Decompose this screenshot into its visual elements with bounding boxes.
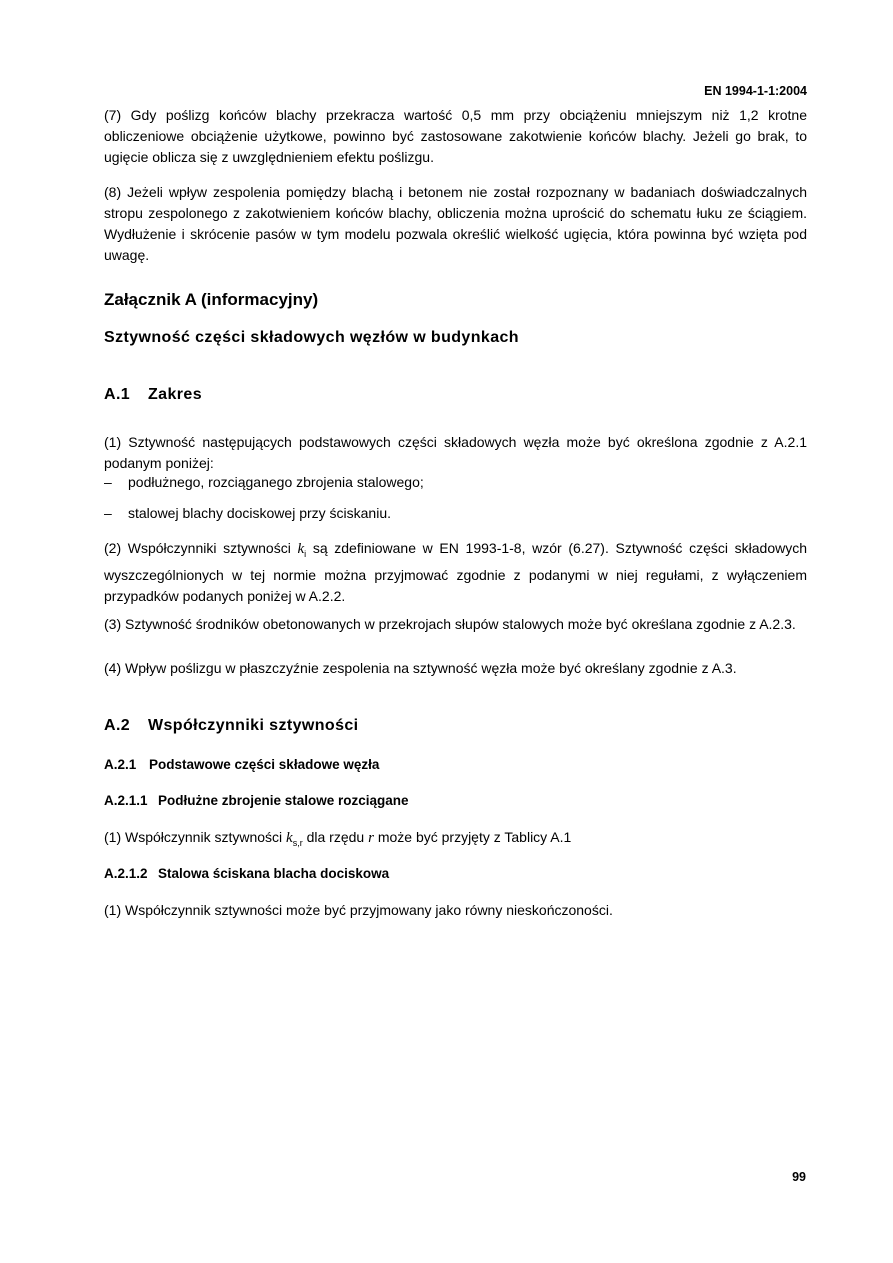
section-a21-heading: [104, 757, 807, 772]
bullet-dash: –: [104, 474, 112, 490]
list-item: [104, 472, 424, 493]
a212-paragraph-1: (1) Współczynnik sztywności może być przyjmowany jako równy nieskończoności.: [104, 902, 613, 918]
text: (1) Współczynnik sztywności: [104, 829, 287, 845]
section-title: Stalowa ściskana blacha dociskowa: [158, 866, 390, 881]
text: (2) Współczynniki sztywności: [104, 540, 298, 556]
page-number: 99: [792, 1170, 806, 1184]
section-a1-heading: [104, 386, 807, 404]
annex-title: Załącznik A (informacyjny): [104, 290, 319, 309]
text: dla rzędu: [302, 829, 369, 845]
symbol-k: k: [286, 830, 293, 846]
section-title: Współczynniki sztywności: [148, 717, 359, 734]
symbol-subscript: i: [304, 548, 307, 559]
a1-paragraph-2: [104, 538, 807, 607]
symbol-k: k: [297, 541, 305, 557]
section-number: A.2.1: [104, 757, 137, 772]
list-item-text: podłużnego, rozciąganego zbrojenia stalowego;: [128, 474, 424, 490]
section-number: A.2.1.2: [104, 866, 148, 881]
section-a2-heading: [104, 717, 807, 735]
section-a211-heading: [104, 793, 807, 808]
list-item: [104, 503, 391, 524]
section-title: Podłużne zbrojenie stalowe rozciągane: [158, 793, 409, 808]
section-title: Zakres: [148, 386, 202, 403]
a1-paragraph-1: (1) Sztywność następujących podstawowych części składowych węzła może być określona zgodnie z A.2.1 podanym poniżej:: [104, 434, 807, 471]
section-number: A.2.1.1: [104, 793, 148, 808]
paragraph-7: (7) Gdy poślizg końców blachy przekracza wartość 0,5 mm przy obciążeniu mniejszym niż 1,2 krotne obliczeniowe obciążenie użytkowe, powinno być zastosowane zakotwienie końców blachy. Jeżeli go brak, to ugięcie oblicza się z uwzględnieniem efektu poślizgu.: [104, 107, 807, 165]
section-number: A.1: [104, 386, 131, 403]
symbol-subscript: s,r: [292, 837, 303, 848]
a1-paragraph-3: (3) Sztywność środników obetonowanych w przekrojach słupów stalowych może być określana zgodnie z A.2.3.: [104, 616, 796, 632]
paragraph-8: (8) Jeżeli wpływ zespolenia pomiędzy blachą i betonem nie został rozpoznany w badaniach doświadczalnych stropu zespolonego z zakotwieniem końców blachy, obliczenia można uprościć do schematu łuku ze ściągiem. Wydłużenie i skrócenie pasów w tym modelu pozwala określić wielkość ugięcia, która powinna być wzięta pod uwagę.: [104, 184, 807, 263]
annex-subtitle: Sztywność części składowych węzłów w budynkach: [104, 329, 519, 346]
section-title: Podstawowe części składowe węzła: [149, 757, 380, 772]
section-a212-heading: [104, 866, 807, 881]
text: są zdefiniowane w EN 1993-1-8, wzór (6.27). Sztywność części składowych wyszczególnionych w tej normie można przyjmować zgodnie z podanymi w niej regułami, z wyłączeniem przypadków podanych poniżej w A.2.2.: [104, 540, 807, 604]
section-number: A.2: [104, 717, 131, 734]
a1-paragraph-4: (4) Wpływ poślizgu w płaszczyźnie zespolenia na sztywność węzła może być określany zgodnie z A.3.: [104, 660, 737, 676]
bullet-dash: –: [104, 505, 112, 521]
list-item-text: stalowej blachy dociskowej przy ściskaniu.: [128, 505, 391, 521]
a211-paragraph-1: [104, 827, 807, 854]
document-standard-header: EN 1994-1-1:2004: [704, 84, 807, 98]
text: może być przyjęty z Tablicy A.1: [373, 829, 572, 845]
symbol-r: r: [368, 830, 374, 846]
